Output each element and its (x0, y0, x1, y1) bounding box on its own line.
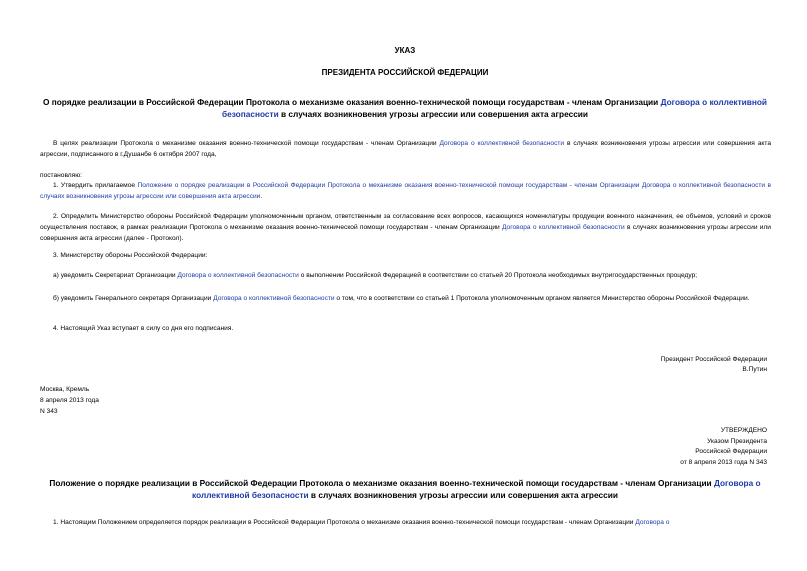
intro-paragraph: В целях реализации Протокола о механизме оказания военно-технической помощи государствам - членам Организации Договора о коллективной безопасности в случаях возникновения угрозы агрессии или совершения акта агрессии, подписанного в г.Душанбе 6 октября 2007 года, (40, 140, 771, 158)
regulation-title: Положение о порядке реализации в Российской Федерации Протокола о механизме оказания военно-технической помощи государствам - членам Организации Договора о коллективной безопасности в случаях возникновения угрозы агрессии или совершения акта агрессии (49, 478, 761, 500)
treaty-link[interactable]: Договора о коллективной безопасности (502, 224, 625, 231)
approval-label: УТВЕРЖДЕНО (720, 427, 767, 434)
decree-subheading: ПРЕЗИДЕНТА РОССИЙСКОЙ ФЕДЕРАЦИИ (321, 68, 489, 77)
approval-line-3: Российской Федерации (695, 448, 767, 455)
decree-heading: УКАЗ (394, 46, 416, 55)
treaty-link[interactable]: Договора о коллективной безопасности (177, 272, 299, 279)
approval-line-4: от 8 апреля 2013 года N 343 (680, 459, 767, 466)
treaty-link[interactable]: Договора о коллективной безопасности (192, 478, 761, 500)
treaty-link[interactable]: Договора о (635, 519, 670, 526)
regulation-link[interactable]: Положение о порядке реализации в Российской Федерации Протокола о механизме оказания военно-технической помощи государствам - членам Организации Договора о коллективной безопасности в случаях возникновения угрозы агрессии или совершения акта агрессии (40, 182, 771, 200)
decree-word: постановляю: (40, 172, 83, 179)
signer-name: В.Путин (742, 366, 767, 373)
treaty-link[interactable]: Договора о коллективной безопасности (221, 97, 768, 119)
treaty-link[interactable]: Договора о коллективной безопасности (439, 140, 565, 147)
item-3: 3. Министерству обороны Российской Федерации: (53, 252, 208, 259)
signing-place: Москва, Кремль (40, 386, 90, 393)
item-2: 2. Определить Министерство обороны Российской Федерации уполномоченным органом, ответственным за согласование всех вопросов, касающихся номенклатуры продукции военного назначения, ее объемов, условий и сроков осуществления поставок, в рамках реализации Протокола о механизме оказания военно-технической помощи государствам - членам Организации Договора о коллективной безопасности в случаях возникновения угрозы агрессии или совершения акта агрессии (далее - Протокол). (40, 213, 771, 242)
decree-number: N 343 (40, 408, 58, 415)
approval-line-2: Указом Президента (707, 438, 767, 445)
regulation-paragraph-1: 1. Настоящим Положением определяется порядок реализации в Российской Федерации Протокола о механизме оказания военно-технической помощи государствам - членам Организации Договора о (53, 519, 670, 526)
item-4: 4. Настоящий Указ вступает в силу со дня его подписания. (53, 325, 234, 332)
item-1: 1. Утвердить прилагаемое Положение о порядке реализации в Российской Федерации Протокола о механизме оказания военно-технической помощи государствам - членам Организации Договора о коллективной безопасности в случаях возникновения угрозы агрессии или совершения акта агрессии. (40, 182, 771, 200)
treaty-link[interactable]: Договора о коллективной безопасности (213, 295, 335, 302)
item-3b: б) уведомить Генерального секретаря Организации Договора о коллективной безопасности о том, что в соответствии со статьей 1 Протокола уполномоченным органом является Министерство обороны Российской Федерации. (53, 295, 750, 302)
signing-date: 8 апреля 2013 года (40, 397, 99, 404)
signer-title: Президент Российской Федерации (660, 356, 767, 363)
decree-title: О порядке реализации в Российской Федерации Протокола о механизме оказания военно-технической помощи государствам - членам Организации Договора о коллективной безопасности в случаях возникновения угрозы агрессии или совершения акта агрессии (42, 97, 768, 119)
item-3a: а) уведомить Секретариат Организации Договора о коллективной безопасности о выполнении Российской Федерацией в соответствии со статьей 20 Протокола необходимых внутригосударственных процедур; (53, 272, 698, 279)
